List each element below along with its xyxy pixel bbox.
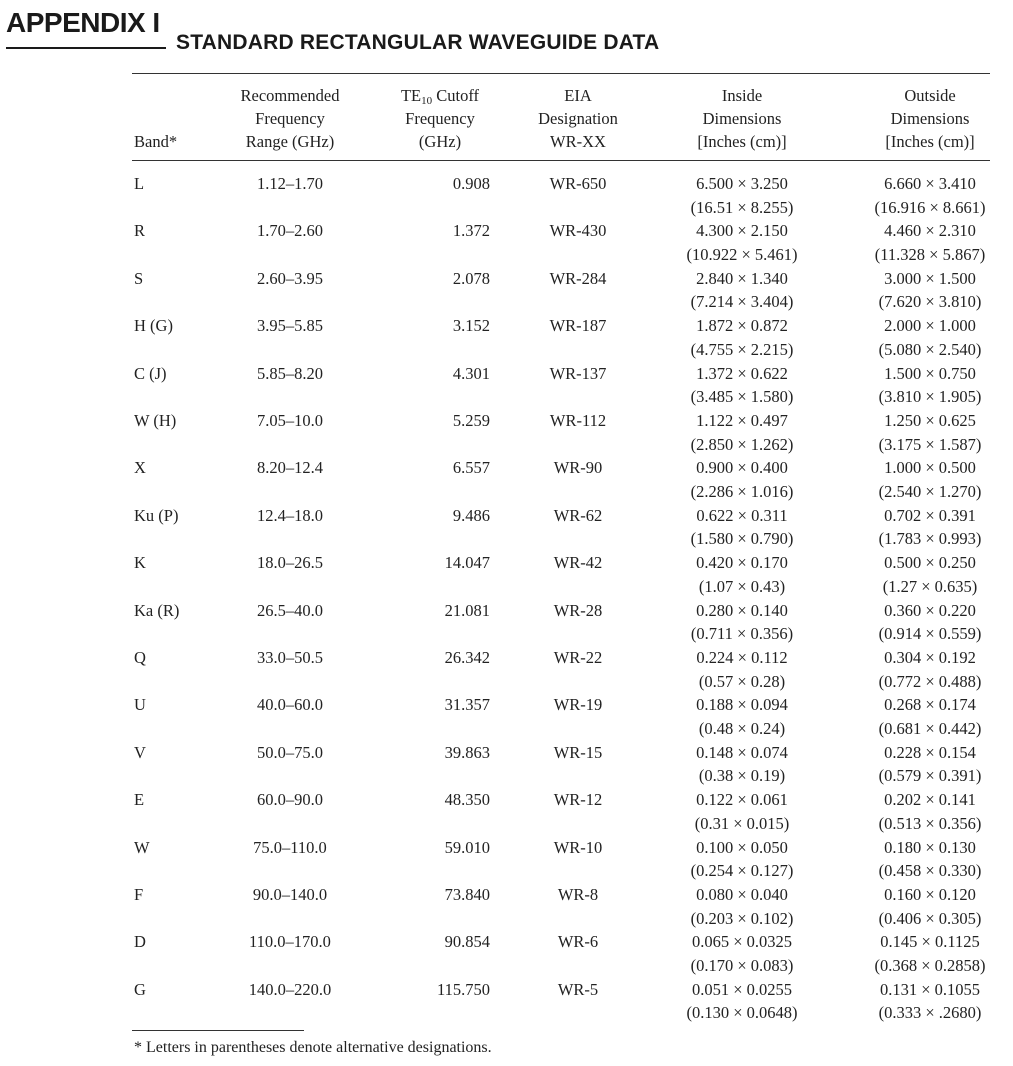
header-cutoff-line: (GHz): [418, 132, 462, 151]
eia-cell: WR-284: [549, 268, 607, 288]
eia-cell: WR-28: [553, 600, 603, 620]
frequency-range-cell: 60.0–90.0: [257, 790, 323, 810]
frequency-range-cell: 1.12–1.70: [257, 174, 323, 193]
eia-cell: WR-12: [553, 790, 603, 810]
inside-dimensions-cell-inches: 0.051 × 0.0255: [691, 979, 793, 999]
inside-dimensions-cell-inches: 1.122 × 0.497: [696, 411, 788, 430]
outside-dimensions-cell-cm: (0.513 × 0.356): [878, 813, 982, 833]
inside-dimensions-cell-inches: 0.100 × 0.050: [696, 837, 788, 857]
cutoff-cell: 59.010: [444, 837, 490, 857]
inside-dimensions-cell-inches: 1.372 × 0.622: [696, 363, 788, 383]
inside-dimensions-cell-inches: 0.188 × 0.094: [696, 695, 788, 715]
header-inside-line: Dimensions: [702, 109, 782, 128]
eia-cell: WR-650: [549, 174, 607, 193]
cutoff-cell: 6.557: [452, 458, 490, 478]
inside-dimensions-cell-cm: (0.38 × 0.19): [698, 766, 786, 786]
outside-dimensions-cell-cm: (1.27 × 0.635): [882, 576, 978, 596]
eia-cell: WR-10: [553, 837, 603, 857]
frequency-range-cell: 2.60–3.95: [257, 268, 323, 288]
outside-dimensions-cell-cm: (0.458 × 0.330): [878, 861, 982, 881]
inside-dimensions-cell-cm: (1.580 × 0.790): [690, 529, 794, 549]
eia-cell: WR-187: [549, 316, 607, 336]
outside-dimensions-cell-cm: (3.810 × 1.905): [878, 387, 982, 407]
band-cell: Q: [134, 648, 146, 667]
header-inside-line: Inside: [721, 86, 763, 105]
header-cutoff-line: [380, 84, 500, 107]
inside-dimensions-cell-cm: (0.254 × 0.127): [690, 861, 794, 881]
inside-dimensions-cell-cm: (3.485 × 1.580): [690, 387, 794, 407]
band-cell: K: [134, 553, 146, 573]
frequency-range-cell: 7.05–10.0: [257, 411, 323, 430]
inside-dimensions-cell-cm: (0.48 × 0.24): [698, 718, 786, 738]
frequency-range-cell: 110.0–170.0: [249, 932, 331, 952]
band-cell: Ka (R): [134, 600, 180, 620]
header-frequency-range-line: Frequency: [255, 109, 325, 128]
header-eia-line: Designation: [538, 109, 618, 128]
inside-dimensions-cell-cm: (0.130 × 0.0648): [686, 1003, 798, 1023]
outside-dimensions-cell-cm: (5.080 × 2.540): [878, 339, 982, 359]
frequency-range-cell: 90.0–140.0: [252, 885, 328, 904]
outside-dimensions-cell-inches: 1.250 × 0.625: [884, 411, 976, 430]
cutoff-cell: 2.078: [452, 268, 490, 288]
outside-dimensions-cell-cm: (0.579 × 0.391): [878, 766, 982, 786]
inside-dimensions-cell-cm: (7.214 × 3.404): [690, 292, 794, 312]
band-cell: X: [134, 458, 146, 478]
band-cell: W: [134, 837, 150, 857]
inside-dimensions-cell-cm: (16.51 × 8.255): [690, 197, 794, 217]
outside-dimensions-cell-inches: 1.500 × 0.750: [884, 363, 976, 383]
appendix-underline: [6, 47, 166, 49]
table-top-rule: [132, 73, 990, 74]
band-cell: U: [134, 695, 146, 715]
cutoff-cell: 4.301: [452, 363, 490, 383]
eia-cell: WR-8: [557, 885, 599, 904]
inside-dimensions-cell-inches: 0.622 × 0.311: [696, 505, 788, 525]
cutoff-cell: 0.908: [452, 174, 490, 193]
inside-dimensions-cell-inches: 6.500 × 3.250: [696, 174, 788, 193]
outside-dimensions-cell-inches: 0.500 × 0.250: [884, 553, 976, 573]
band-cell: L: [134, 174, 145, 193]
inside-dimensions-cell-inches: 0.148 × 0.074: [696, 742, 788, 762]
inside-dimensions-cell-inches: 2.840 × 1.340: [696, 268, 788, 288]
outside-dimensions-cell-inches: 6.660 × 3.410: [884, 174, 976, 193]
cutoff-cell: 9.486: [452, 505, 490, 525]
eia-cell: WR-62: [553, 505, 603, 525]
header-eia-line: WR-XX: [550, 132, 606, 151]
header-bottom-rule: [132, 160, 990, 161]
cutoff-cell: 26.342: [444, 648, 490, 667]
outside-dimensions-cell-inches: 0.702 × 0.391: [884, 505, 976, 525]
inside-dimensions-cell-inches: 0.420 × 0.170: [696, 553, 788, 573]
outside-dimensions-cell-inches: 3.000 × 1.500: [884, 268, 976, 288]
header-outside-line: Outside: [904, 86, 956, 105]
band-cell: W (H): [134, 411, 177, 430]
header-frequency-range-line: Range (GHz): [245, 132, 335, 151]
frequency-range-cell: 40.0–60.0: [257, 695, 323, 715]
band-cell: G: [134, 979, 146, 999]
cutoff-cell: 14.047: [444, 553, 490, 573]
cutoff-cell: 39.863: [444, 742, 490, 762]
eia-cell: WR-6: [557, 932, 599, 952]
eia-cell: WR-90: [553, 458, 603, 478]
frequency-range-cell: 3.95–5.85: [257, 316, 323, 336]
cutoff-cell: 90.854: [444, 932, 490, 952]
band-cell: D: [134, 932, 146, 952]
outside-dimensions-cell-cm: (0.914 × 0.559): [878, 624, 982, 644]
band-cell: E: [134, 790, 145, 810]
inside-dimensions-cell-cm: (4.755 × 2.215): [690, 339, 794, 359]
header-cutoff-te: TE: [400, 86, 422, 105]
outside-dimensions-cell-cm: (11.328 × 5.867): [874, 244, 986, 264]
inside-dimensions-cell-inches: 0.280 × 0.140: [696, 600, 788, 620]
outside-dimensions-cell-cm: (0.681 × 0.442): [878, 718, 982, 738]
outside-dimensions-cell-inches: 2.000 × 1.000: [884, 316, 976, 336]
outside-dimensions-cell-inches: 0.228 × 0.154: [884, 742, 976, 762]
inside-dimensions-cell-inches: 0.122 × 0.061: [696, 790, 788, 810]
frequency-range-cell: 26.5–40.0: [257, 600, 323, 620]
appendix-label: APPENDIX I: [6, 7, 160, 38]
inside-dimensions-cell-inches: 4.300 × 2.150: [696, 221, 788, 241]
eia-cell: WR-15: [553, 742, 603, 762]
inside-dimensions-cell-inches: 0.224 × 0.112: [696, 648, 788, 667]
header-frequency-range-line: Recommended: [240, 86, 340, 105]
band-cell: R: [134, 221, 146, 241]
inside-dimensions-cell-cm: (2.850 × 1.262): [690, 434, 794, 454]
outside-dimensions-cell-cm: (0.406 × 0.305): [878, 908, 982, 928]
inside-dimensions-cell-cm: (0.170 × 0.083): [690, 955, 794, 975]
outside-dimensions-cell-inches: 0.160 × 0.120: [884, 885, 976, 904]
cutoff-cell: 21.081: [444, 600, 490, 620]
header-eia-line: EIA: [564, 86, 592, 105]
outside-dimensions-cell-inches: 0.131 × 0.1055: [879, 979, 981, 999]
outside-dimensions-cell-cm: (2.540 × 1.270): [878, 481, 982, 501]
page-title: STANDARD RECTANGULAR WAVEGUIDE DATA: [176, 31, 660, 54]
header-cutoff: [380, 84, 500, 153]
header-cutoff-sub: 10: [421, 95, 433, 107]
outside-dimensions-cell-cm: (0.368 × 0.2858): [874, 955, 986, 975]
inside-dimensions-cell-cm: (1.07 × 0.43): [698, 576, 786, 596]
footnote: * Letters in parentheses denote alternative designations.: [134, 1039, 492, 1056]
eia-cell: WR-430: [549, 221, 607, 241]
outside-dimensions-cell-cm: (1.783 × 0.993): [878, 529, 982, 549]
frequency-range-cell: 75.0–110.0: [253, 837, 327, 857]
frequency-range-cell: 8.20–12.4: [257, 458, 323, 478]
outside-dimensions-cell-cm: (16.916 × 8.661): [874, 197, 986, 217]
cutoff-cell: 3.152: [452, 316, 490, 336]
eia-cell: WR-112: [549, 411, 607, 430]
header-outside-line: Dimensions: [890, 109, 970, 128]
inside-dimensions-cell-inches: 0.080 × 0.040: [696, 885, 788, 904]
band-cell: S: [134, 268, 144, 288]
cutoff-cell: 31.357: [444, 695, 490, 715]
eia-cell: WR-5: [557, 979, 599, 999]
eia-cell: WR-22: [553, 648, 603, 667]
band-cell: Ku (P): [134, 505, 179, 525]
header-outside-line: [Inches (cm)]: [885, 132, 975, 151]
inside-dimensions-cell-cm: (0.31 × 0.015): [694, 813, 790, 833]
outside-dimensions-cell-inches: 0.145 × 0.1125: [880, 932, 980, 952]
header-cutoff-line: Frequency: [405, 109, 475, 128]
footnote-rule: [132, 1030, 304, 1031]
inside-dimensions-cell-cm: (0.57 × 0.28): [698, 671, 786, 691]
header-eia: [521, 84, 635, 153]
eia-cell: WR-137: [549, 363, 607, 383]
cutoff-cell: 48.350: [444, 790, 490, 810]
outside-dimensions-cell-inches: 0.202 × 0.141: [884, 790, 976, 810]
frequency-range-cell: 50.0–75.0: [257, 742, 323, 762]
header-inside: [660, 84, 824, 153]
frequency-range-cell: 1.70–2.60: [257, 221, 323, 241]
outside-dimensions-cell-inches: 1.000 × 0.500: [884, 458, 976, 478]
inside-dimensions-cell-inches: 0.900 × 0.400: [696, 458, 788, 478]
outside-dimensions-cell-inches: 0.360 × 0.220: [884, 600, 976, 620]
frequency-range-cell: 5.85–8.20: [257, 363, 323, 383]
outside-dimensions-cell-cm: (0.772 × 0.488): [878, 671, 982, 691]
frequency-range-cell: 140.0–220.0: [248, 979, 332, 999]
inside-dimensions-cell-inches: 1.872 × 0.872: [696, 316, 788, 336]
band-cell: C (J): [134, 363, 167, 383]
eia-cell: WR-42: [553, 553, 603, 573]
cutoff-cell: 73.840: [444, 885, 490, 904]
cutoff-cell: 5.259: [452, 411, 490, 430]
inside-dimensions-cell-cm: (10.922 × 5.461): [686, 244, 798, 264]
outside-dimensions-cell-inches: 4.460 × 2.310: [884, 221, 976, 241]
cutoff-cell: 1.372: [452, 221, 490, 241]
header-outside: [848, 84, 1012, 153]
header-frequency-range: [220, 84, 360, 153]
cutoff-cell: 115.750: [436, 979, 490, 999]
inside-dimensions-cell-cm: (2.286 × 1.016): [690, 481, 794, 501]
inside-dimensions-cell-inches: 0.065 × 0.0325: [691, 932, 793, 952]
inside-dimensions-cell-cm: (0.203 × 0.102): [690, 908, 794, 928]
outside-dimensions-cell-cm: (3.175 × 1.587): [878, 434, 982, 454]
outside-dimensions-cell-inches: 0.268 × 0.174: [884, 695, 976, 715]
frequency-range-cell: 33.0–50.5: [257, 648, 323, 667]
outside-dimensions-cell-cm: (7.620 × 3.810): [878, 292, 982, 312]
header-cutoff-word: Cutoff: [432, 86, 480, 105]
outside-dimensions-cell-inches: 0.180 × 0.130: [884, 837, 976, 857]
header-inside-line: [Inches (cm)]: [697, 132, 787, 151]
header-band: [134, 130, 177, 153]
band-cell: H (G): [134, 316, 173, 336]
band-cell: V: [134, 742, 146, 762]
frequency-range-cell: 12.4–18.0: [257, 505, 323, 525]
header-band-line: Band*: [134, 132, 178, 151]
outside-dimensions-cell-cm: (0.333 × .2680): [878, 1003, 982, 1023]
band-cell: F: [134, 885, 144, 904]
outside-dimensions-cell-inches: 0.304 × 0.192: [884, 648, 976, 667]
eia-cell: WR-19: [553, 695, 603, 715]
inside-dimensions-cell-cm: (0.711 × 0.356): [690, 624, 794, 644]
frequency-range-cell: 18.0–26.5: [257, 553, 323, 573]
